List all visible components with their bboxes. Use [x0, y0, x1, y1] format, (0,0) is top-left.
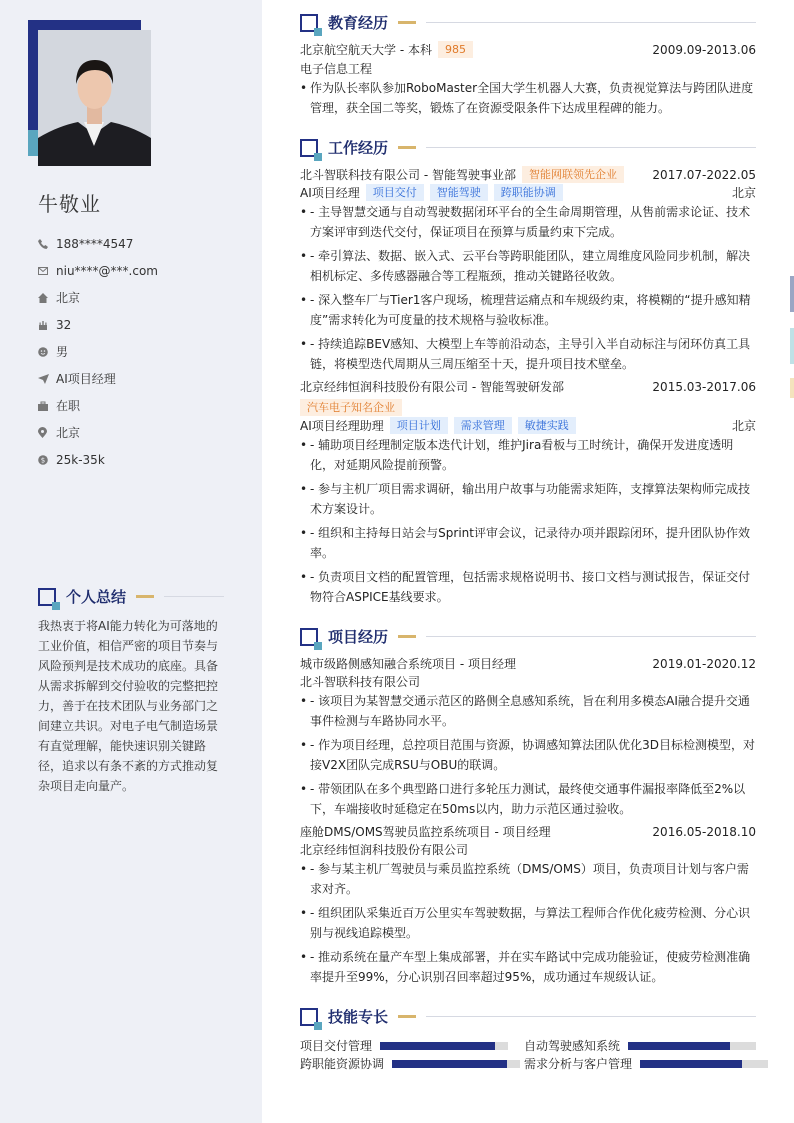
contact-text: 32	[56, 317, 72, 332]
skill-bar	[380, 1042, 508, 1050]
contact-age	[38, 311, 158, 338]
skill-name: 自动驾驶感知系统	[524, 1039, 621, 1053]
cake-icon	[38, 318, 56, 332]
job-city: 北京	[731, 419, 756, 433]
job-role-row	[300, 184, 756, 201]
education-row	[300, 41, 756, 58]
education-header	[300, 12, 756, 33]
skills-header	[300, 1006, 756, 1027]
education-major-row	[300, 60, 756, 77]
skill-tag: 智能驾驶	[430, 184, 488, 201]
project-bullet: • - 参与某主机厂驾驶员与乘员监控系统（DMS/OMS）项目，负责项目计划与客户需求对齐。	[300, 859, 756, 899]
contact-gender	[38, 338, 158, 365]
company-tag: 汽车电子知名企业	[300, 399, 402, 416]
skill-item	[524, 1055, 768, 1072]
job-bullet: • - 牵引算法、数据、嵌入式、云平台等跨职能团队，建立周维度风险同步机制，解决相机标定、多传感器融合等工程瓶颈，推动关键路径收敛。	[300, 246, 756, 286]
work-title: 工作经历	[328, 139, 389, 157]
edge-marker	[790, 378, 794, 398]
briefcase-icon	[38, 399, 56, 413]
education-title: 教育经历	[328, 14, 389, 32]
send-icon	[38, 372, 56, 386]
project-date: 2016.05-2018.10	[652, 824, 756, 839]
job-date: 2015.03-2017.06	[652, 379, 756, 394]
skill-tag: 项目交付	[366, 184, 424, 201]
job-company-row	[300, 378, 756, 395]
edge-marker	[790, 328, 794, 364]
project-bullet: • - 组织团队采集近百万公里实车驾驶数据，与算法工程师合作优化疲劳检测、分心识别与视线追踪模型。	[300, 903, 756, 943]
phone-icon	[38, 237, 56, 251]
contact-status	[38, 392, 158, 419]
skill-tag: 敏捷实践	[518, 417, 576, 434]
project-bullet: • - 推动系统在量产车型上集成部署，并在实车路试中完成功能验证，使疲劳检测准确率提升至99%，分心识别召回率超过95%，成功通过车规级认证。	[300, 947, 756, 987]
skill-bar-fill	[628, 1042, 730, 1050]
summary-text: 我热衷于将AI能力转化为可落地的工业价值，相信严密的项目节奏与风险预判是技术成功的底座。具备从需求拆解到交付验收的完整把控力，善于在技术团队与业务部门之间建立共识。对电子电气制造场景有直觉理解，能快速识别关键路径，追求以有条不紊的方式推动复杂项目走向量产。	[38, 619, 219, 793]
job-bullet: • - 深入整车厂与Tier1客户现场，梳理营运痛点和车规级约束，将模糊的“提升感知精度”需求转化为可度量的技术规格与验收标准。	[300, 290, 756, 330]
contact-salary	[38, 446, 158, 473]
contact-text: AI项目经理	[56, 372, 116, 386]
skill-tag: 项目计划	[390, 417, 448, 434]
skill-name: 跨职能资源协调	[300, 1057, 385, 1071]
section-square-icon	[38, 588, 56, 606]
job-company-row	[300, 166, 756, 183]
candidate-name: 牛敬业	[38, 192, 101, 216]
project-bullet: • - 该项目为某智慧交通示范区的路侧全息感知系统，旨在利用多模态AI融合提升交通事件检测与车路协同水平。	[300, 691, 756, 731]
sidebar	[0, 0, 262, 1123]
project-name: 座舱DMS/OMS驾驶员监控系统项目 - 项目经理	[300, 825, 551, 839]
job-bullet: • - 组织和主持每日站会与Sprint评审会议，记录待办项并跟踪闭环，提升团队协作效率。	[300, 523, 756, 563]
contact-text: 北京	[56, 426, 81, 440]
location-icon	[38, 426, 56, 440]
section-dash	[398, 21, 416, 24]
job-bullet: • - 持续追踪BEV感知、大模型上车等前沿动态，主导引入半自动标注与闭环仿真工具链，将模型迭代周期从三周压缩至十天，提升项目技术壁垒。	[300, 334, 756, 374]
photo-block	[28, 20, 152, 166]
skill-bar-fill	[392, 1060, 507, 1068]
email-icon	[38, 264, 56, 278]
education-tag: 985	[438, 41, 473, 58]
projects-header	[300, 626, 756, 647]
education-school: 北京航空航天大学 - 本科	[300, 43, 432, 57]
skill-bar	[392, 1060, 520, 1068]
section-dash	[398, 635, 416, 638]
company-tag: 智能网联领先企业	[522, 166, 624, 183]
section-divider	[426, 22, 756, 23]
skills-title: 技能专长	[328, 1008, 389, 1026]
section-divider	[426, 147, 756, 148]
contact-text: 25k-35k	[56, 452, 105, 467]
section-square-icon	[300, 14, 318, 32]
skill-tag: 跨职能协调	[494, 184, 563, 201]
skill-item	[300, 1037, 508, 1054]
skill-bar-fill	[380, 1042, 495, 1050]
project-row	[300, 823, 756, 840]
contact-phone	[38, 230, 158, 257]
project-company: 北京经纬恒润科技股份有限公司	[300, 843, 469, 857]
summary-header	[38, 586, 224, 607]
section-dash	[398, 146, 416, 149]
project-bullet: • - 作为项目经理，总控项目范围与资源，协调感知算法团队优化3D目标检测模型，对接V2X团队完成RSU与OBU的联调。	[300, 735, 756, 775]
projects-title: 项目经历	[328, 628, 389, 646]
job-bullet: • - 负责项目文档的配置管理，包括需求规格说明书、接口文档与测试报告，保证交付物符合ASPICE基线要求。	[300, 567, 756, 607]
contact-email	[38, 257, 158, 284]
job-role-row	[300, 417, 756, 434]
skill-name: 需求分析与客户管理	[524, 1057, 633, 1071]
section-square-icon	[300, 1008, 318, 1026]
skill-item	[300, 1055, 520, 1072]
education-major: 电子信息工程	[300, 62, 373, 76]
skill-bar	[628, 1042, 756, 1050]
skill-item	[524, 1037, 756, 1054]
project-company-row	[300, 841, 756, 858]
contact-location	[38, 419, 158, 446]
avatar	[38, 30, 151, 166]
contact-text: niu****@***.com	[56, 263, 158, 278]
salary-icon	[38, 453, 56, 467]
svg-text:$: $	[40, 456, 46, 464]
section-square-icon	[300, 628, 318, 646]
contact-text: 男	[56, 345, 69, 359]
job-city: 北京	[731, 186, 756, 200]
job-bullet: • - 参与主机厂项目需求调研，输出用户故事与功能需求矩阵，支撑算法架构师完成技术方案设计。	[300, 479, 756, 519]
project-bullet: • - 带领团队在多个典型路口进行多轮压力测试，最终使交通事件漏报率降低至2%以下，车端接收时延稳定在50ms以内，助力示范区通过验收。	[300, 779, 756, 819]
home-icon	[38, 291, 56, 305]
education-date: 2009.09-2013.06	[652, 42, 756, 57]
project-company: 北斗智联科技有限公司	[300, 675, 421, 689]
gender-icon	[38, 345, 56, 359]
section-dash	[136, 595, 154, 598]
project-row	[300, 655, 756, 672]
project-company-row	[300, 673, 756, 690]
contact-list	[38, 230, 158, 473]
job-bullet: • - 辅助项目经理制定版本迭代计划，维护Jira看板与工时统计，确保开发进度透明化，对延期风险提前预警。	[300, 435, 756, 475]
job-company: 北京经纬恒润科技股份有限公司 - 智能驾驶研发部	[300, 380, 564, 394]
project-date: 2019.01-2020.12	[652, 656, 756, 671]
section-divider	[426, 1016, 756, 1017]
project-name: 城市级路侧感知融合系统项目 - 项目经理	[300, 657, 516, 671]
section-divider	[426, 636, 756, 637]
skill-name: 项目交付管理	[300, 1039, 373, 1053]
summary-title: 个人总结	[66, 588, 127, 606]
contact-text: 在职	[56, 399, 81, 413]
contact-text: 188****4547	[56, 236, 134, 251]
contact-city	[38, 284, 158, 311]
contact-position	[38, 365, 158, 392]
skill-bar	[640, 1060, 768, 1068]
skill-tag: 需求管理	[454, 417, 512, 434]
section-square-icon	[300, 139, 318, 157]
contact-text: 北京	[56, 291, 81, 305]
job-company: 北斗智联科技有限公司 - 智能驾驶事业部	[300, 168, 516, 182]
job-role: AI项目经理助理	[300, 419, 384, 433]
section-dash	[398, 1015, 416, 1018]
section-divider	[164, 596, 224, 597]
skill-bar-fill	[640, 1060, 742, 1068]
job-role: AI项目经理	[300, 186, 360, 200]
edge-marker	[790, 276, 794, 312]
job-date: 2017.07-2022.05	[652, 167, 756, 182]
job-tag-row	[300, 399, 756, 416]
work-header	[300, 137, 756, 158]
education-bullet: • 作为队长率队参加RoboMaster全国大学生机器人大赛，负责视觉算法与跨团队进度管理，获全国二等奖，锻炼了在资源受限条件下达成里程碑的能力。	[300, 78, 756, 118]
job-bullet: • - 主导智慧交通与自动驾驶数据闭环平台的全生命周期管理，从售前需求论证、技术方案评审到迭代交付，保证项目在预算与质量约束下完成。	[300, 202, 756, 242]
